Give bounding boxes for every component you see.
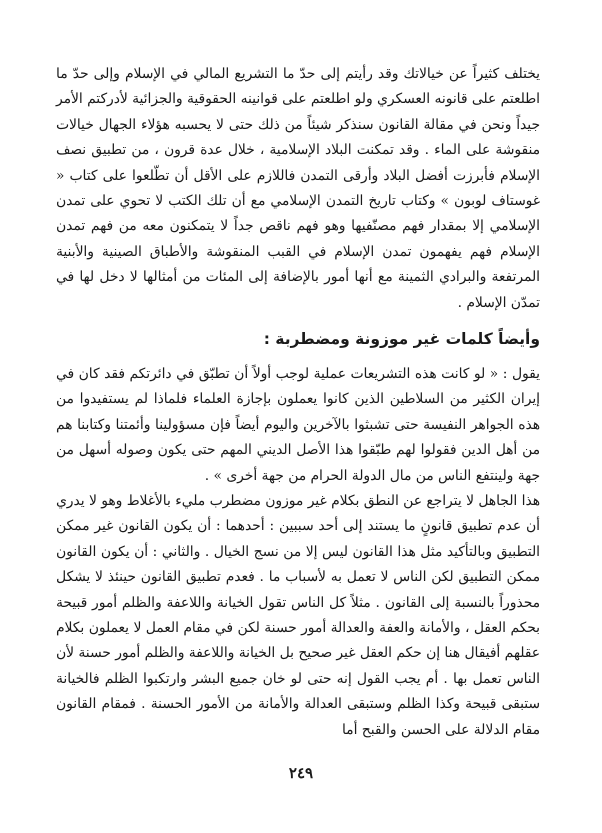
paragraph-rebuttal: هذا الجاهل لا يتراجع عن النطق بكلام غير موزون مضطرب مليء بالأغلاط وهو لا يدري أن عدم تطبيق قانونٍ ما يستند إلى أحد سببين : أحدهما : أن يكون القانون غير ممكن التطبيق وبالتأكيد مثل هذا القانون ليس إلا من نسج الخيال . والثاني : أن يكون القانون ممكن التطبيق لكن الناس لا تعمل به لأسباب ما . فعدم تطبيق القانون حينئذ لا يشكل محذوراً بالنسبة إلى القانون . مثلاً كل الناس تقول الخيانة واللاعفة والظلم أمور قبيحة بحكم العقل ، والأمانة والعفة والعدالة أمور حسنة لكن في مقام العمل لا يعملون بكلام عقلهم أفيقال هنا إن حكم العقل غير صحيح بل الخيانة واللاعفة والظلم أمور حسنة لأن الناس تعمل بها . أم يجب القول إنه حتى لو خان جميع البشر وارتكبوا الظلم فالخيانة ستبقى قبيحة وكذا الظلم وستبقى العدالة والأمانة من الأمور الحسنة . فمقام القانون مقام الدلالة على الحسن والقبح أما — [56, 493, 540, 738]
paragraph-islamic-civilization: يختلف كثيراً عن خيالاتك وقد رأيتم إلى حدّ ما التشريع المالي في الإسلام وإلى حدّ ما اطلعتم على قانونه العسكري ولو اطلعتم على قوانينه الحقوقية والجزائية لأدركتم الأمر جيداً ونحن في مقالة القانون سنذكر شيئاً من ذلك حتى لا يحسبه هؤلاء الجهال خيالات منقوشة على الماء . وقد تمكنت البلاد الإسلامية ، خلال عدة قرون ، من تطبيق نصف الإسلام فأبرزت أفضل البلاد وأرقى التمدن فاللازم على الأقل أن تطّلعوا على كتاب « غوستاف لوبون » وكتاب تاريخ التمدن الإسلامي مع أن تلك الكتب لا تحوي على تمدن الإسلامي إلا بمقدار فهم مصنّفيها وهو فهم ناقص جداً لا يتمكنون معه من فهم تمدن الإسلام فهم يفهمون تمدن الإسلام في القبب المنقوشة والأطباق الصينية والأبنية المرتفعة والبرادي الثمينة مع أنها أمور بالإضافة إلى المئات من أمثالها لا دخل لها في تمدّن الإسلام . — [56, 66, 540, 311]
page-number: ٢٤٩ — [288, 764, 314, 782]
paragraph-quotation: يقول : « لو كانت هذه التشريعات عملية لوجب أولاً أن تطبّق في دائرتكم فقد كان في إيران الكثير من السلاطين الذين كانوا يعملون بإجازة العلماء فلماذا لم يستفيدوا من هذه الجواهر النفيسة حتى تشبثوا بالآخرين واليوم أيضاً فإن مسؤولينا وأئمتنا وكتابنا هم من أهل الدين فقولوا لهم طبّقوا هذا الأصل الديني المهم حتى يكون وصوله أسهل من جهة ولينتفع الناس من مال الدولة الحرام من جهة أخرى » . — [56, 366, 540, 484]
section-heading: وأيضاً كلمات غير موزونة ومضطربة : — [263, 330, 540, 348]
